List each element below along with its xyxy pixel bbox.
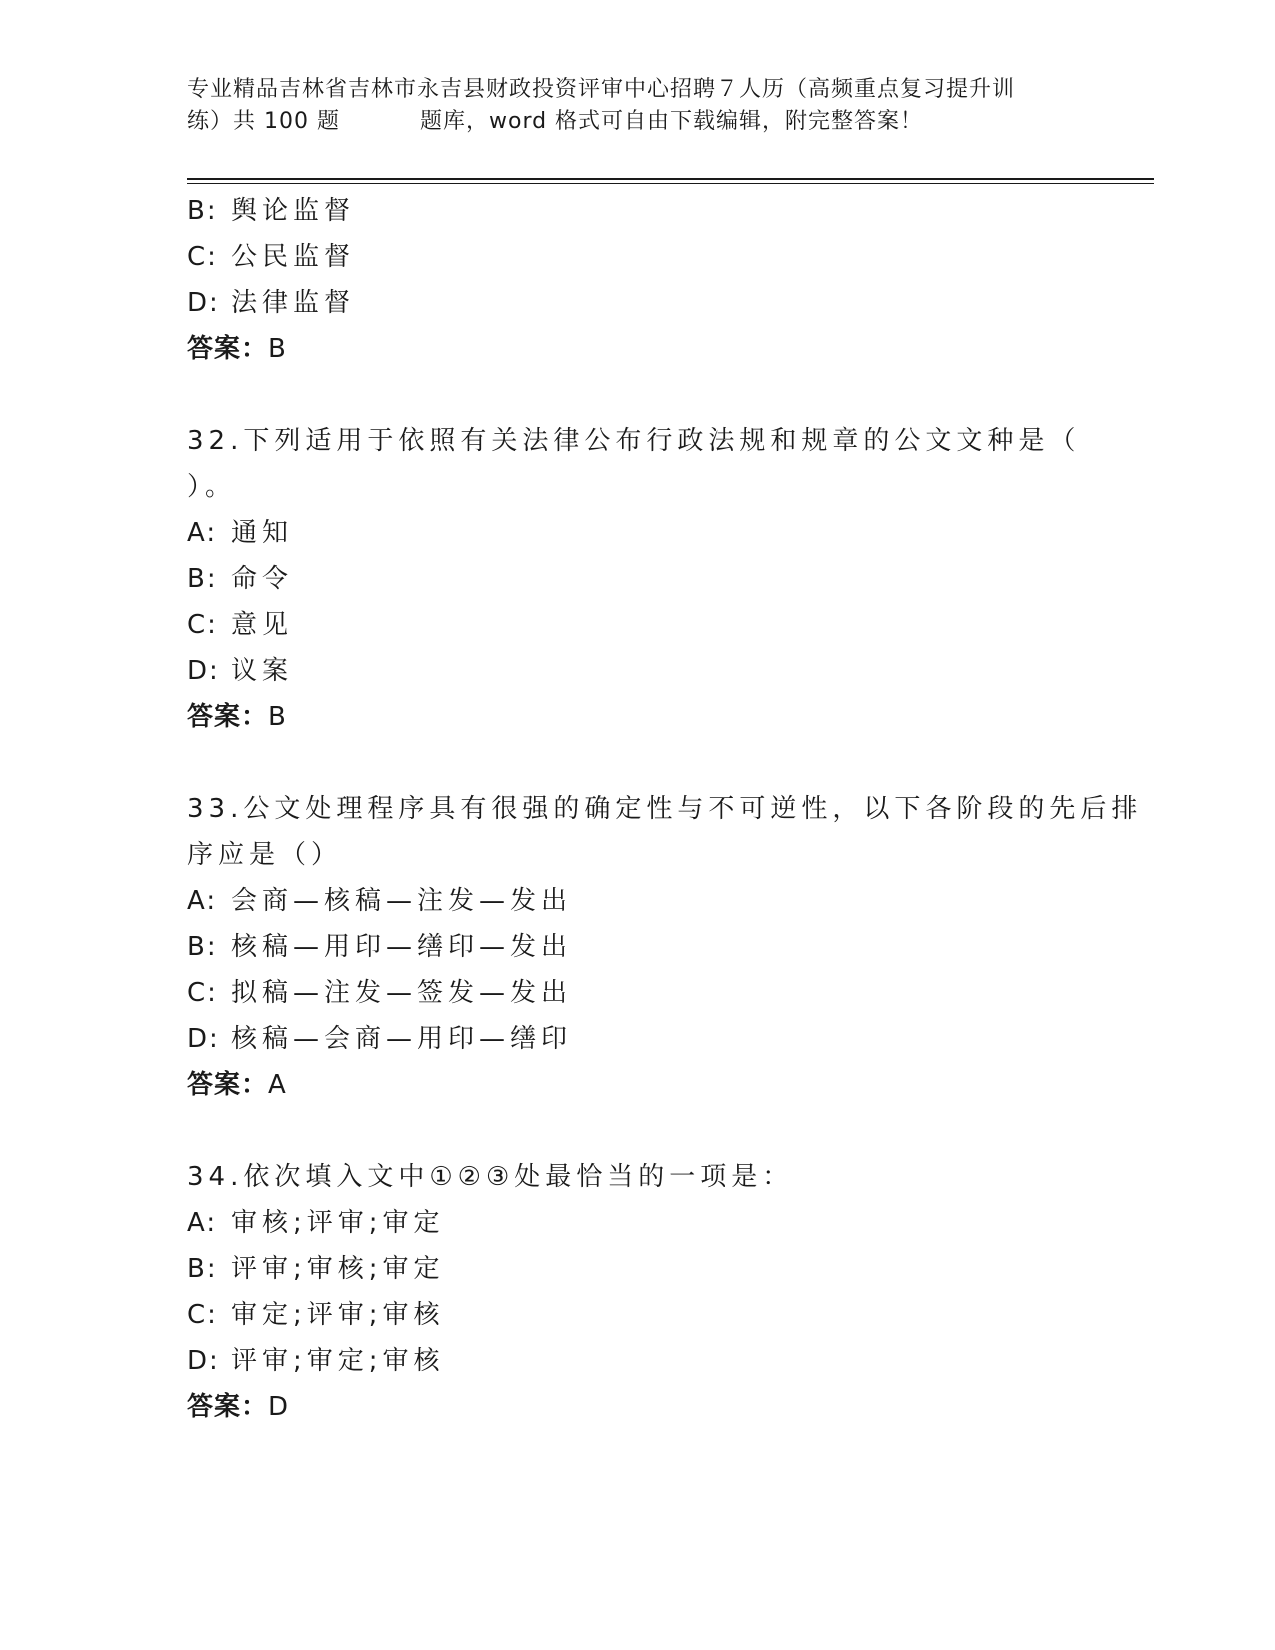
option-row [187,924,1087,970]
option-row [187,878,1087,924]
option-key: B: [187,196,218,226]
option-key: B: [187,564,218,594]
option-text: 审核;评审;审定 [231,1208,445,1238]
header-divider-thin [187,183,1154,184]
option-row [187,1292,1087,1338]
option-text: 拟稿—注发—签发—发出 [231,978,573,1008]
option-text: 意见 [231,610,294,640]
header-count: 练）共 100 题 [187,109,340,134]
option-row [187,510,1087,556]
answer-label: 答案： [187,1070,269,1100]
question-block-32 [187,418,1087,740]
option-text: 议案 [231,656,294,686]
answer-value: D [268,1392,290,1422]
option-key: C: [187,1300,218,1330]
answer-label: 答案： [187,702,269,732]
header-title-line-1: 专业精品吉林省吉林市永吉县财政投资评审中心招聘７人历（高频重点复习提升训 [187,77,1016,102]
option-row [187,970,1087,1016]
option-key: A: [187,1208,218,1238]
question-block-31 [187,188,1087,372]
option-key: D: [187,288,220,318]
option-row [187,556,1087,602]
option-text: 舆论监督 [231,196,356,226]
answer-value: A [268,1070,287,1100]
option-row [187,602,1087,648]
option-key: D: [187,656,220,686]
option-row [187,1246,1087,1292]
option-key: A: [187,886,218,916]
answer-row [187,1062,1087,1108]
option-row [187,234,1087,280]
option-text: 核稿—会商—用印—缮印 [231,1024,573,1054]
question-content [187,188,1143,1430]
option-row [187,280,1087,326]
question-stem-line-2: ）。 [187,472,237,502]
option-key: C: [187,242,218,272]
question-stem-line-1: 34.依次填入文中①②③处最恰当的一项是： [187,1162,794,1192]
answer-value: B [268,334,287,364]
header-divider-thick [187,178,1154,180]
option-row [187,648,1087,694]
option-row [187,1200,1087,1246]
option-key: D: [187,1024,220,1054]
option-row [187,1338,1087,1384]
question-stem-line-1: 32.下列适用于依照有关法律公布行政法规和规章的公文文种是（ [187,426,1081,456]
option-text: 法律监督 [231,288,356,318]
option-text: 评审;审定;审核 [231,1346,445,1376]
option-key: D: [187,1346,220,1376]
option-row [187,188,1087,234]
header-title-line-2 [187,106,1087,138]
option-text: 公民监督 [231,242,356,272]
option-text: 审定;评审;审核 [231,1300,445,1330]
option-text: 评审;审核;审定 [231,1254,445,1284]
option-row [187,1016,1087,1062]
question-block-34 [187,1154,1087,1430]
option-key: C: [187,978,218,1008]
question-block-33 [187,786,1143,1108]
option-key: B: [187,932,218,962]
option-key: B: [187,1254,218,1284]
header-description: 题库，word 格式可自由下载编辑，附完整答案！ [419,109,924,134]
answer-row [187,326,1087,372]
answer-label: 答案： [187,1392,269,1422]
question-stem-line-2: 序应是（） [187,840,343,870]
answer-label: 答案： [187,334,269,364]
option-key: C: [187,610,218,640]
option-text: 核稿—用印—缮印—发出 [231,932,573,962]
option-text: 通知 [231,518,294,548]
option-text: 命令 [231,564,294,594]
option-text: 会商—核稿—注发—发出 [231,886,573,916]
page-header [187,74,1087,138]
answer-row [187,694,1087,740]
option-key: A: [187,518,218,548]
answer-row [187,1384,1087,1430]
question-stem-line-1: 33.公文处理程序具有很强的确定性与不可逆性，以下各阶段的先后排 [187,794,1143,824]
answer-value: B [268,702,287,732]
